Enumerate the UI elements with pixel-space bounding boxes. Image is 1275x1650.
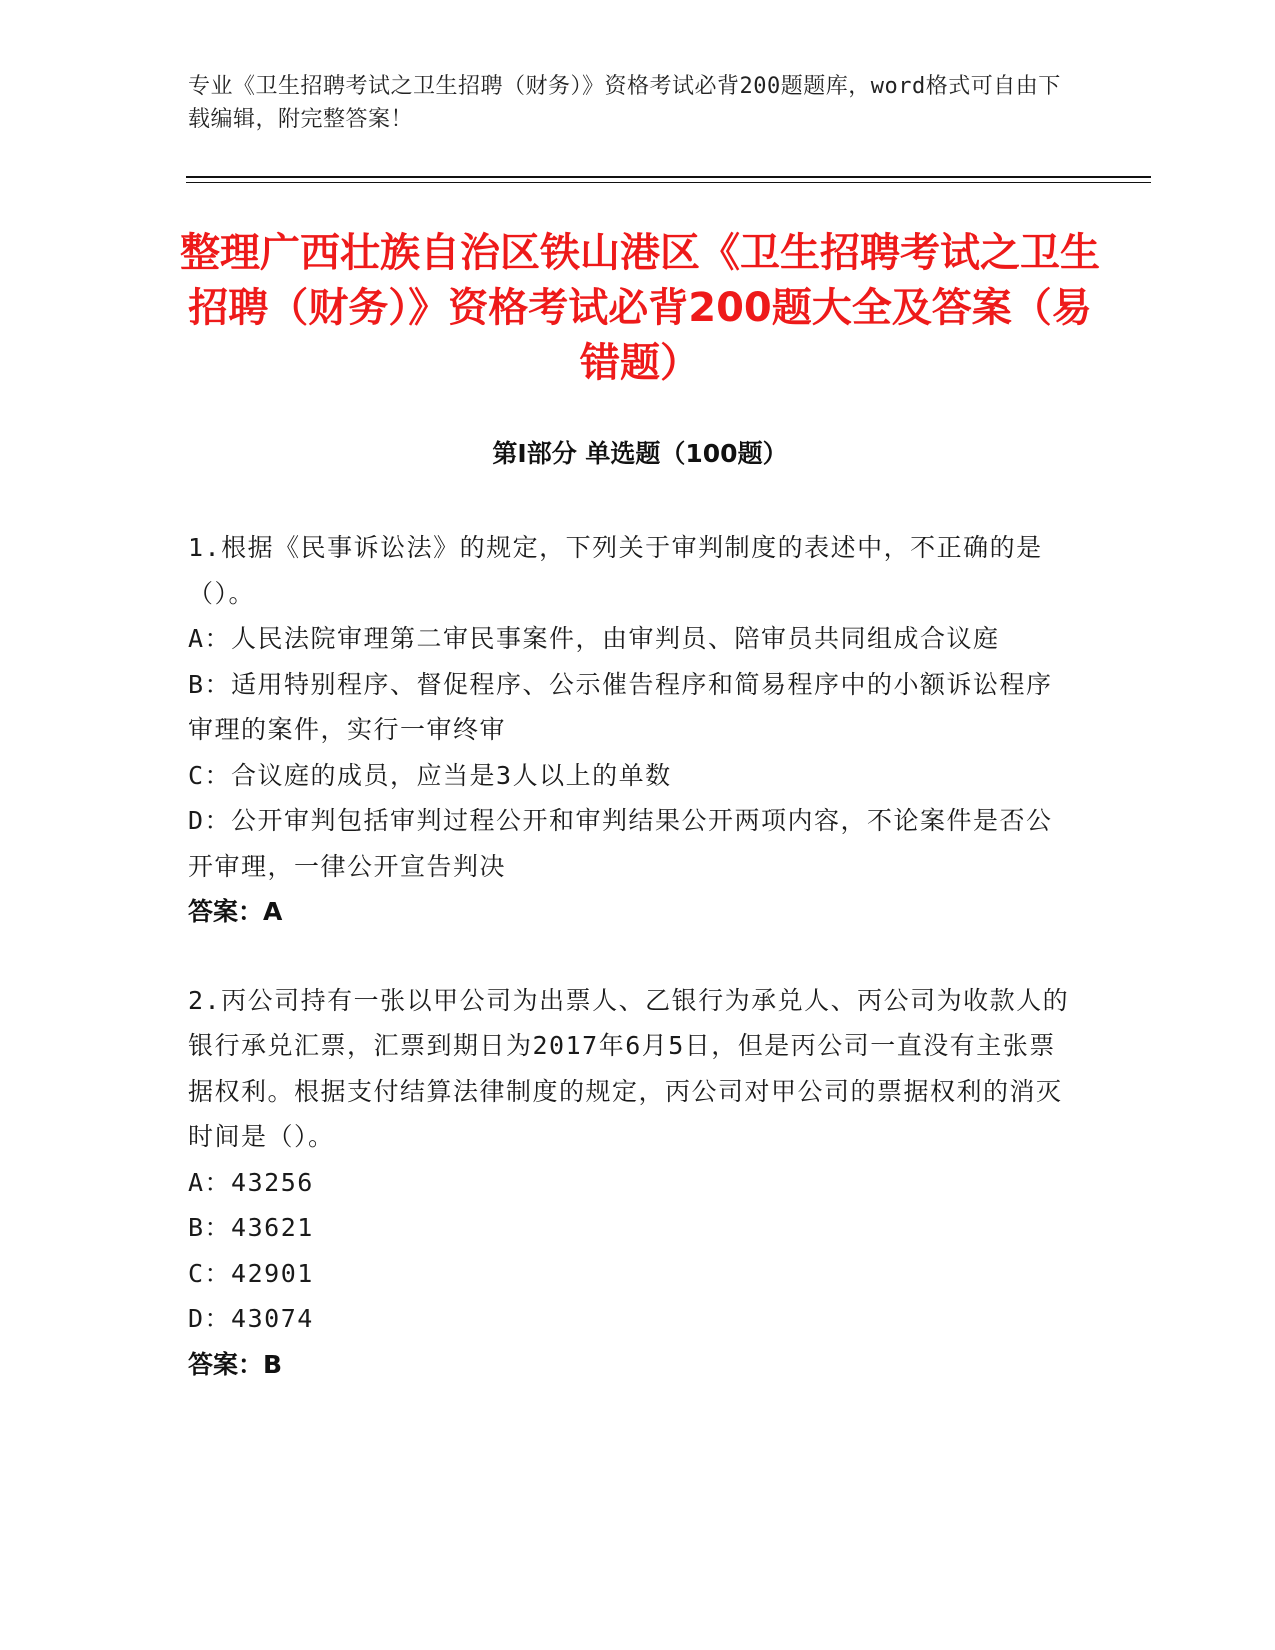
question-stem: 1.根据《民事诉讼法》的规定，下列关于审判制度的表述中，不正确的是（）。 (188, 533, 1043, 608)
answer: 答案：B (188, 1349, 283, 1379)
header-rule-thin (186, 182, 1151, 183)
answer: 答案：A (188, 897, 283, 926)
question-list (188, 525, 1078, 1430)
option-c: C：42901 (188, 1258, 314, 1288)
option-a: A：人民法院审理第二审民事案件，由审判员、陪审员共同组成合议庭 (188, 624, 1000, 653)
section-heading: 第Ⅰ部分 单选题（100题） (492, 439, 788, 468)
option-b: B：43621 (188, 1213, 314, 1242)
option-c: C：合议庭的成员，应当是3人以上的单数 (188, 760, 672, 790)
option-d: D：43074 (188, 1304, 314, 1333)
option-a: A：43256 (188, 1167, 314, 1197)
question-stem: 2.丙公司持有一张以甲公司为出票人、乙银行为承兑人、丙公司为收款人的银行承兑汇票，汇票到期日为2017年6月5日，但是丙公司一直没有主张票据权利。根据支付结算法律制度的规定，丙公司对甲公司的票据权利的消灭时间是（）。 (188, 985, 1070, 1151)
question-1 (188, 525, 1078, 935)
option-d: D：公开审判包括审判过程公开和审判结果公开两项内容，不论案件是否公开审理，一律公开宣告判决 (188, 806, 1053, 881)
option-b: B：适用特别程序、督促程序、公示催告程序和简易程序中的小额诉讼程序审理的案件，实行一审终审 (188, 669, 1053, 744)
question-2 (188, 978, 1078, 1388)
header-note: 专业《卫生招聘考试之卫生招聘（财务）》资格考试必背200题题库，word格式可自由下载编辑，附完整答案！ (188, 74, 1061, 132)
document-title: 整理广西壮族自治区铁山港区《卫生招聘考试之卫生招聘（财务）》资格考试必背200题大全及答案（易错题） (180, 230, 1100, 386)
header-rule-thick (186, 176, 1151, 178)
